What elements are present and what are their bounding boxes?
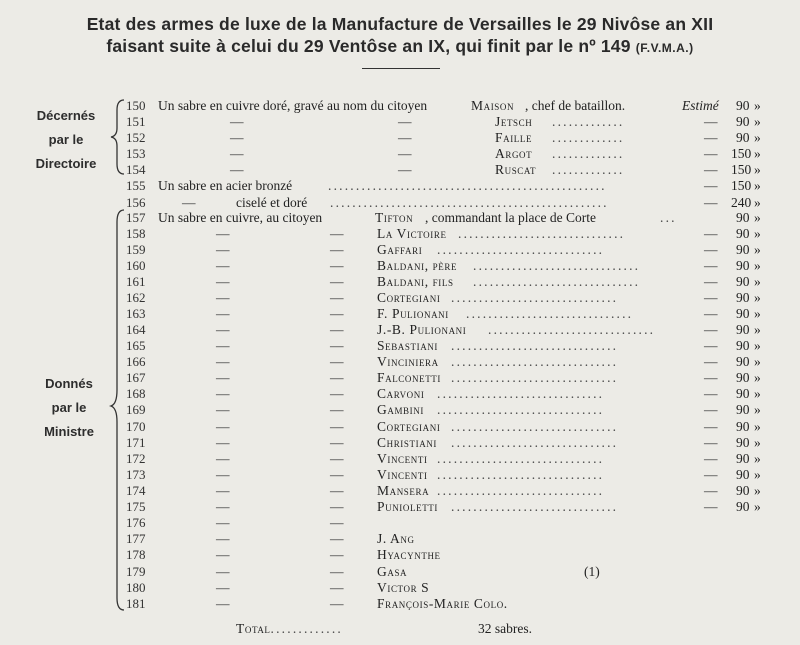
ledger-row [0,435,800,451]
quote-mark: » [754,451,761,466]
quote-mark: » [754,483,761,498]
row-number: 181 [126,596,146,611]
ditto-mark: — [704,483,718,498]
row-amount: 150 [731,146,752,161]
group-donnes-line: Donnés [45,376,93,391]
row-number: 171 [126,435,146,450]
row-amount: 90 [736,386,750,401]
ledger-row [0,195,800,211]
ditto-mark: — [216,596,230,611]
ledger-row [0,354,800,370]
ditto-mark: — [330,435,344,450]
row-number: 154 [126,162,146,177]
row-name: Vincenti [377,451,428,466]
row-name: Maison [471,98,515,113]
group-decernes-line: par le [48,132,84,147]
leader-dots: .............................. [437,483,605,498]
row-name: Hyacynthe [377,547,441,562]
ledger-row [0,483,800,499]
row-amount: 90 [736,290,750,305]
row-number: 159 [126,242,146,257]
row-description: Un sabre en acier bronzé [158,178,293,193]
leader-dots: .............................. [437,386,605,401]
ditto-mark: — [330,386,344,401]
leader-dots: .................................................. [330,195,609,210]
row-number: 155 [126,178,146,193]
group-decernes-line: Décernés [36,108,96,123]
row-amount: 90 [736,306,750,321]
row-amount: 150 [731,178,752,193]
total-line [236,621,532,637]
row-amount: 90 [736,114,750,129]
ditto-mark: — [704,370,718,385]
row-number: 156 [126,195,146,210]
ditto-mark: — [330,306,344,321]
quote-mark: » [754,290,761,305]
ditto-mark: — [704,338,718,353]
ditto-mark: — [330,370,344,385]
ditto-mark: — [704,130,718,145]
row-amount: 90 [736,467,750,482]
row-number: 166 [126,354,146,369]
ditto-mark: — [216,547,230,562]
ditto-mark: — [704,274,718,289]
total-value: 32 sabres. [478,621,532,636]
ditto-mark: — [704,290,718,305]
quote-mark: » [754,242,761,257]
title-line-1: Etat des armes de luxe de la Manufacture de Versailles le 29 Nivôse an XII [86,14,714,34]
row-name: F. Pulionani [377,306,449,321]
row-description: ciselé et doré [236,195,308,210]
leader-dots: .............................. [466,306,634,321]
quote-mark: » [754,210,761,225]
row-number: 169 [126,402,146,417]
ledger-row [0,531,800,547]
row-name: La Victoire [377,226,447,241]
row-name: Vinciniera [377,354,439,369]
quote-mark: » [754,419,761,434]
row-amount: 90 [736,226,750,241]
ditto-mark: — [216,402,230,417]
ledger-row [0,146,800,162]
group-donnes-line: par le [51,400,87,415]
row-number: 175 [126,499,146,514]
ditto-mark: — [230,130,244,145]
leader-dots: .............................. [437,451,605,466]
row-name: Baldani, fils [377,274,454,289]
row-number: 158 [126,226,146,241]
ditto-mark: — [216,226,230,241]
row-name: Tifton [375,210,414,225]
row-amount: 90 [736,499,750,514]
ditto-mark: — [330,338,344,353]
quote-mark: » [754,274,761,289]
ditto-mark: — [216,386,230,401]
leader-dots: ............. [552,114,625,129]
ditto-mark: — [330,419,344,434]
ledger-row [0,242,800,258]
leader-dots: .............................. [458,226,626,241]
ditto-mark: — [216,306,230,321]
ledger-row [0,130,800,146]
ditto-mark: — [330,499,344,514]
ditto-mark: — [216,370,230,385]
row-name: Gaffari [377,242,423,257]
ledger-row [0,499,800,515]
row-amount: 90 [736,354,750,369]
row-amount: 90 [736,435,750,450]
row-amount: 90 [736,98,750,113]
row-amount: 90 [736,451,750,466]
leader-dots: .............................. [437,242,605,257]
quote-mark: » [754,402,761,417]
ditto-mark: — [216,258,230,273]
row-name: Mansera [377,483,430,498]
row-name: Christiani [377,435,437,450]
row-number: 179 [126,564,146,579]
row-number: 173 [126,467,146,482]
quote-mark: » [754,338,761,353]
ditto-mark: — [704,322,718,337]
row-name: Vincenti [377,467,428,482]
ledger-row [0,547,800,563]
row-number: 153 [126,146,146,161]
row-number: 177 [126,531,146,546]
row-estime: Estimé [682,98,719,113]
ditto-mark: — [704,242,718,257]
row-name: Cortegiani [377,419,441,434]
ledger-row [0,419,800,435]
row-name: Argot [495,146,533,161]
ditto-mark: — [330,290,344,305]
ditto-mark: — [704,386,718,401]
ditto-mark: — [216,435,230,450]
ledger-row [0,98,800,114]
leader-dots: .............................. [451,354,619,369]
leader-dots: ............. [552,146,625,161]
quote-mark: » [754,178,761,193]
quote-mark: » [754,146,761,161]
row-name: Victor S [377,580,430,595]
row-tail: , commandant la place de Corte [425,210,596,225]
ditto-mark: — [330,596,344,611]
ledger-row [0,290,800,306]
row-name: Cortegiani [377,290,441,305]
row-number: 174 [126,483,146,498]
ditto-mark: — [704,195,718,210]
title-line-2-text: faisant suite à celui du 29 Ventôse an IX, qui finit par le nº 149 [106,36,631,56]
ditto-mark: — [398,146,412,161]
row-name: Faille [495,130,533,145]
row-number: 165 [126,338,146,353]
leader-dots: .............................. [451,419,619,434]
leader-dots: .................................................. [328,178,607,193]
row-name: Ruscat [495,162,537,177]
ditto-mark: — [330,467,344,482]
total-label: Total [236,621,271,636]
ditto-mark: — [330,547,344,562]
ditto-mark: — [230,162,244,177]
row-amount: 90 [736,338,750,353]
ditto-mark: — [704,162,718,177]
quote-mark: » [754,114,761,129]
row-amount: 150 [731,162,752,177]
ditto-mark: — [216,322,230,337]
row-amount: 90 [736,370,750,385]
ditto-mark: — [330,242,344,257]
row-amount: 90 [736,258,750,273]
ditto-mark: — [182,195,196,210]
leader-dots: .............................. [451,370,619,385]
quote-mark: » [754,130,761,145]
leader-dots: .............................. [473,258,641,273]
row-tail: , chef de bataillon. [525,98,626,113]
row-note: (1) [584,564,600,579]
quote-mark: » [754,226,761,241]
ledger-row [0,451,800,467]
quote-mark: » [754,306,761,321]
ditto-mark: — [216,338,230,353]
ditto-mark: — [216,419,230,434]
ledger-row [0,162,800,178]
ditto-mark: — [704,226,718,241]
title-code: (F.V.M.A.) [635,41,694,55]
ditto-mark: — [398,162,412,177]
ditto-mark: — [704,451,718,466]
ditto-mark: — [704,467,718,482]
ditto-mark: — [704,114,718,129]
ditto-mark: — [398,114,412,129]
ditto-mark: — [704,258,718,273]
group-donnes-line: Ministre [44,424,94,439]
leader-dots: .............................. [473,274,641,289]
row-amount: 90 [736,322,750,337]
ledger-row [0,258,800,274]
ditto-mark: — [704,402,718,417]
row-amount: 90 [736,274,750,289]
row-number: 176 [126,515,146,530]
quote-mark: » [754,354,761,369]
row-number: 161 [126,274,146,289]
row-name: Falconetti [377,370,441,385]
total-dots: ............. [270,621,344,636]
ditto-mark: — [216,499,230,514]
row-number: 178 [126,547,146,562]
ditto-mark: — [704,435,718,450]
ledger-row [0,564,800,580]
row-name: Carvoni [377,386,425,401]
ditto-mark: — [704,178,718,193]
ledger-row [0,386,800,402]
row-number: 170 [126,419,146,434]
ditto-mark: — [216,451,230,466]
quote-mark: » [754,467,761,482]
ditto-mark: — [230,146,244,161]
row-amount: 90 [736,130,750,145]
ditto-mark: — [216,564,230,579]
ditto-mark: — [216,531,230,546]
leader-dots: .............................. [451,290,619,305]
leader-dots: .............................. [451,435,619,450]
ditto-mark: — [330,274,344,289]
row-number: 167 [126,370,146,385]
row-name: Punioletti [377,499,438,514]
row-amount: 90 [736,242,750,257]
row-amount: 90 [736,402,750,417]
ditto-mark: — [216,274,230,289]
quote-mark: » [754,370,761,385]
row-name: Sebastiani [377,338,439,353]
quote-mark: » [754,435,761,450]
ditto-mark: — [330,354,344,369]
quote-mark: » [754,386,761,401]
ditto-mark: — [216,580,230,595]
ledger-row [0,467,800,483]
leader-dots: .............................. [437,467,605,482]
ditto-mark: — [216,515,230,530]
row-amount: 240 [731,195,752,210]
ledger-row [0,274,800,290]
row-number: 163 [126,306,146,321]
ditto-mark: — [704,146,718,161]
ledger-row [0,306,800,322]
ledger-row [0,370,800,386]
ditto-mark: — [330,451,344,466]
row-number: 151 [126,114,146,129]
row-number: 172 [126,451,146,466]
row-name: Gambini [377,402,424,417]
row-number: 168 [126,386,146,401]
ditto-mark: — [398,130,412,145]
ledger-row [0,114,800,130]
ditto-mark: — [216,354,230,369]
ditto-mark: — [704,419,718,434]
leader-dots: .............................. [437,402,605,417]
leader-dots: ............. [552,130,625,145]
ditto-mark: — [330,226,344,241]
ledger-row [0,322,800,338]
ditto-mark: — [330,580,344,595]
leader-dots: .............................. [451,499,619,514]
ledger-row [0,580,800,596]
ditto-mark: — [330,322,344,337]
row-amount: 90 [736,419,750,434]
leader-dots: ............. [552,162,625,177]
leader-dots: .............................. [488,322,656,337]
row-number: 152 [126,130,146,145]
row-name: J.-B. Pulionani [377,322,467,337]
ditto-mark: — [330,531,344,546]
row-name: Gasa [377,564,408,579]
row-amount: 90 [736,483,750,498]
row-number: 164 [126,322,146,337]
leader-dots: .............................. [451,338,619,353]
ditto-mark: — [704,499,718,514]
leader-dots: ... [660,210,677,225]
ditto-mark: — [330,402,344,417]
ditto-mark: — [330,483,344,498]
ditto-mark: — [230,114,244,129]
ditto-mark: — [216,290,230,305]
ledger-row [0,338,800,354]
ledger-row [0,210,800,226]
quote-mark: » [754,195,761,210]
quote-mark: » [754,322,761,337]
ditto-mark: — [216,467,230,482]
ledger-row [0,596,800,612]
ditto-mark: — [216,483,230,498]
ledger-row [0,226,800,242]
row-name: J. Ang [377,531,415,546]
group-decernes-line: Directoire [35,156,97,171]
ditto-mark: — [330,515,344,530]
row-number: 180 [126,580,146,595]
quote-mark: » [754,258,761,273]
ledger-row [0,178,800,194]
ledger-row [0,402,800,418]
ditto-mark: — [330,564,344,579]
row-name: Baldani, père [377,258,458,273]
quote-mark: » [754,98,761,113]
ditto-mark: — [216,242,230,257]
row-name: Jetsch [495,114,533,129]
row-number: 162 [126,290,146,305]
row-description: Un sabre en cuivre, au citoyen [158,210,323,225]
row-amount: 90 [736,210,750,225]
row-number: 150 [126,98,146,113]
quote-mark: » [754,162,761,177]
ledger-row [0,515,800,531]
row-number: 160 [126,258,146,273]
row-name: François-Marie Colo. [377,596,508,611]
ditto-mark: — [330,258,344,273]
ditto-mark: — [704,354,718,369]
quote-mark: » [754,499,761,514]
row-number: 157 [126,210,146,225]
ditto-mark: — [704,306,718,321]
row-description: Un sabre en cuivre doré, gravé au nom du citoyen [158,98,428,113]
